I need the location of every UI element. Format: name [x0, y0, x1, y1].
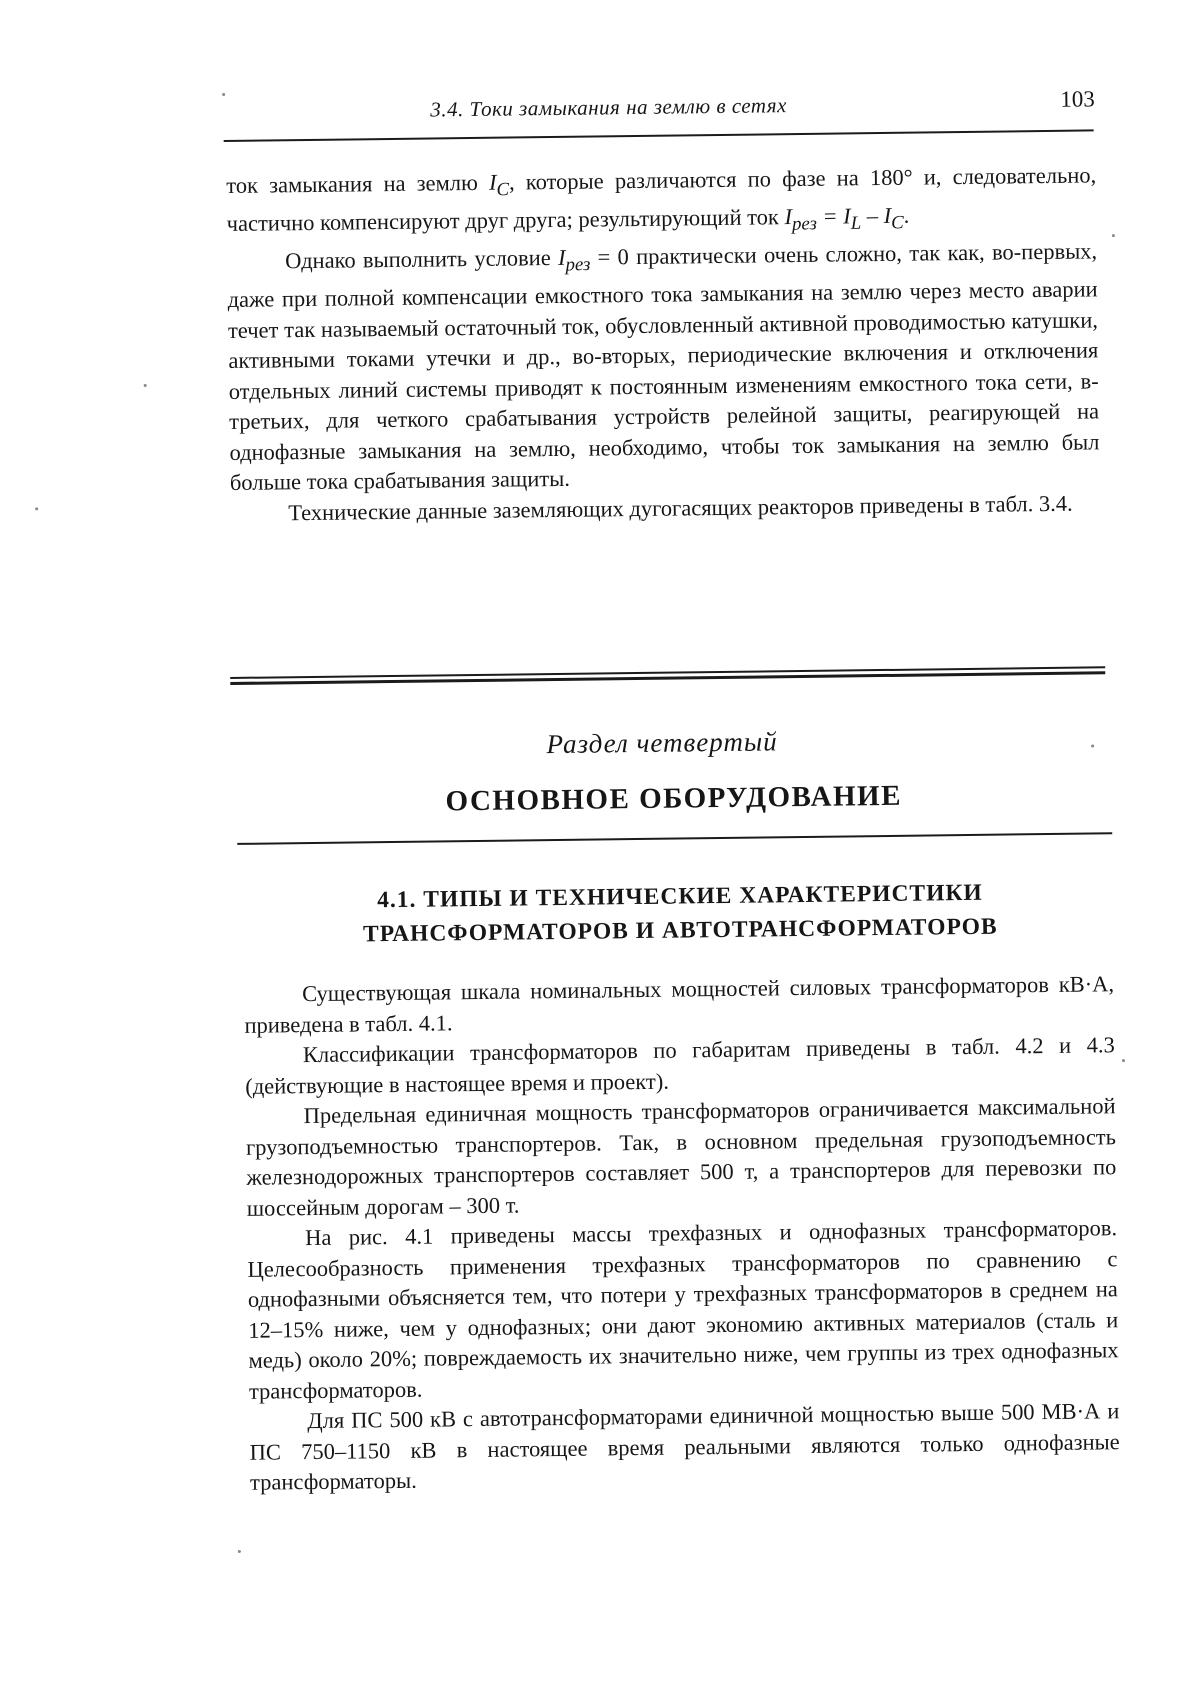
header-rule — [224, 129, 1094, 142]
paragraph-reactor-data: Технические данные заземляющих дугогасящих реакторов приведены в табл. 3.4. — [288, 490, 1073, 525]
paragraph-current-compensation: ток замыкания на землю $I_C$, которые различаются по фазе на 180° и, следовательно, частично компенсируют друг друга; результирующий ток $I_{рез} = I_L - I_C$. — [226, 162, 1097, 236]
chapter-title-line-1: 4.1. ТИПЫ И ТЕХНИЧЕСКИЕ ХАРАКТЕРИСТИКИ — [376, 879, 983, 914]
paragraph-transformer-masses: На рис. 4.1 приведены массы трехфазных и однофазных трансформаторов. Целесообразность применения трехфазных трансформаторов по сравнению с однофазными объясняется тем, что потери у трехфазных трансформаторов в среднем на 12–15% ниже, чем у однофазных; они дают экономию активных материалов (сталь и медь) около 20%; повреждаемость их значительно ниже, чем группы из трех однофазных трансформаторов. — [247, 1215, 1119, 1404]
body-text-block — [244, 969, 1120, 1498]
scan-specks — [0, 0, 1187, 8]
section-label: Раздел четвертый — [546, 726, 778, 760]
formula-resulting-current: $I_{рез} = I_L - I_C$ — [784, 202, 904, 235]
running-head: 3.4. Токи замыкания на землю в сетях — [430, 93, 787, 122]
paragraph-condition: Однако выполнить условие $I_{рез} = 0$ практически очень сложно, так как, во-первых, даже при полной компенсации емкостного тока замыкания на землю через место аварии течет так называемый остаточный ток, обусловленный активной проводимостью катушки, активными токами утечки и др., во-вторых, периодические включения и отключения отдельных линий системы приводят к постоянным изменениям емкостного тока сети, в-третьих, для четкого срабатывания устройств релейной защиты, реагирующей на однофазные замыкания на землю, необходимо, чтобы ток замыкания на землю был больше тока срабатывания защиты. — [227, 238, 1100, 495]
top-text-block — [226, 160, 1100, 529]
paragraph-power-scale: Существующая шкала номинальных мощностей силовых трансформаторов кВ·А, приведена в табл. 4.1. — [244, 971, 1115, 1038]
section-title-rule — [237, 832, 1112, 845]
paragraph-unit-power-limit: Предельная единичная мощность трансформаторов ограничивается максимальной грузоподъемностью транспортеров. Так, в основном предельная грузоподъемность железнодорожных транспортеров составляет 500 т, а транспортеров для перевозки по шоссейным дорогам – 300 т. — [245, 1093, 1117, 1221]
paragraph-single-phase: Для ПС 500 кВ с автотрансформаторами единичной мощностью выше 500 МВ·А и ПС 750–1150 кВ в настоящее время реальными являются только однофазные трансформаторы. — [249, 1398, 1120, 1495]
chapter-title — [245, 874, 1116, 953]
page-number: 103 — [1060, 86, 1095, 112]
chapter-title-line-2: ТРАНСФОРМАТОРОВ И АВТОТРАНСФОРМАТОРОВ — [362, 913, 998, 948]
paragraph-classification: Классификации трансформаторов по габаритам приведены в табл. 4.2 и 4.3 (действующие в настоящее время и проект). — [245, 1032, 1115, 1099]
section-title: ОСНОВНОЕ ОБОРУДОВАНИЕ — [445, 779, 903, 818]
